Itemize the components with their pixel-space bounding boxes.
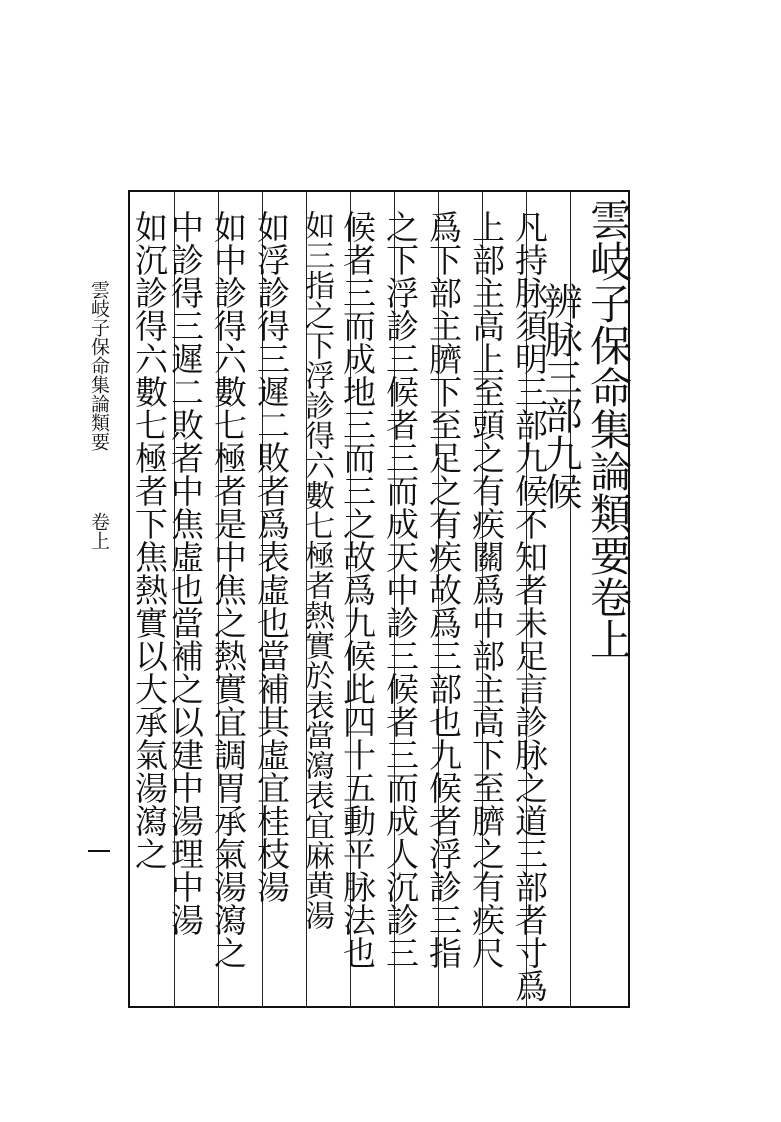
text-column: 凡持脉須明三部九候不知者未足言診脉之道三部者寸爲 bbox=[510, 210, 549, 1002]
text-column: 爲下部主臍下至足之有疾故爲三部也九候者浮診三指 bbox=[424, 210, 463, 969]
text-column: 如浮診得三遲二敗者爲表虛也當補其虛宜桂枝湯 bbox=[252, 210, 291, 903]
page-title: 雲岐子保命集論類要卷上 bbox=[584, 198, 633, 660]
text-column: 中診得三遲二敗者中焦虛也當補之以建中湯理中湯 bbox=[166, 210, 205, 936]
text-column: 如三指之下浮診得六數七極者熱實於表當瀉表宜麻黄湯 bbox=[299, 210, 334, 930]
text-column: 候者三而成地三而三之故爲九候此四十五動平脉法也 bbox=[338, 210, 377, 969]
text-column: 上部主高上至頭之有疾關爲中部主高下至臍之有疾尺 bbox=[467, 210, 506, 969]
text-column: 如中診得六數七極者是中焦之熱實宜調胃承氣湯瀉之 bbox=[209, 210, 248, 969]
folio-number-mark bbox=[88, 850, 110, 852]
text-column: 如沉診得六數七極者下焦熱實以大承氣湯瀉之 bbox=[130, 210, 169, 870]
section-heading: 辨脉三部九候 bbox=[538, 282, 582, 510]
margin-book-title: 雲岐子保命集論類要 bbox=[88, 280, 110, 451]
text-column: 之下浮診三候者三而成天中診三候者三而成人沉診三 bbox=[381, 210, 420, 969]
text-frame bbox=[128, 190, 633, 1008]
margin-volume-label: 卷上 bbox=[88, 512, 110, 550]
